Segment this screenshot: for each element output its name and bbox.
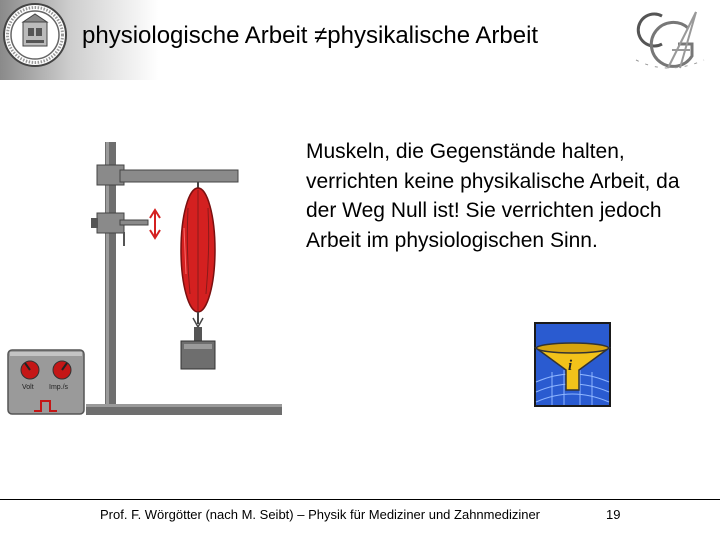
- knob-label-volt: Volt: [22, 384, 34, 391]
- page-number: 19: [606, 507, 621, 522]
- cg-logo-icon: [628, 6, 710, 76]
- muscle-apparatus-diagram: [0, 128, 290, 428]
- muscle: [181, 182, 215, 327]
- footer-text: Prof. F. Wörgötter (nach M. Seibt) – Physik für Mediziner und Zahnmediziner: [100, 507, 541, 522]
- arrow-icon: [150, 210, 160, 238]
- university-seal-icon: [2, 2, 68, 68]
- knob-label-imp: Imp./s: [49, 384, 69, 391]
- slide-title: physiologische Arbeit ≠physikalische Arbeit: [82, 22, 539, 49]
- stimulator: [8, 350, 84, 414]
- footer-divider: [0, 499, 720, 500]
- body-paragraph: Muskeln, die Gegenstände halten, verrichten keine physikalische Arbeit, da der Weg Null ist! Sie verrichten jedoch Arbeit im physiologischen Sinn.: [306, 140, 680, 252]
- info-funnel-icon: [534, 322, 611, 407]
- svg-text:i: i: [568, 358, 573, 374]
- weight: [181, 327, 215, 369]
